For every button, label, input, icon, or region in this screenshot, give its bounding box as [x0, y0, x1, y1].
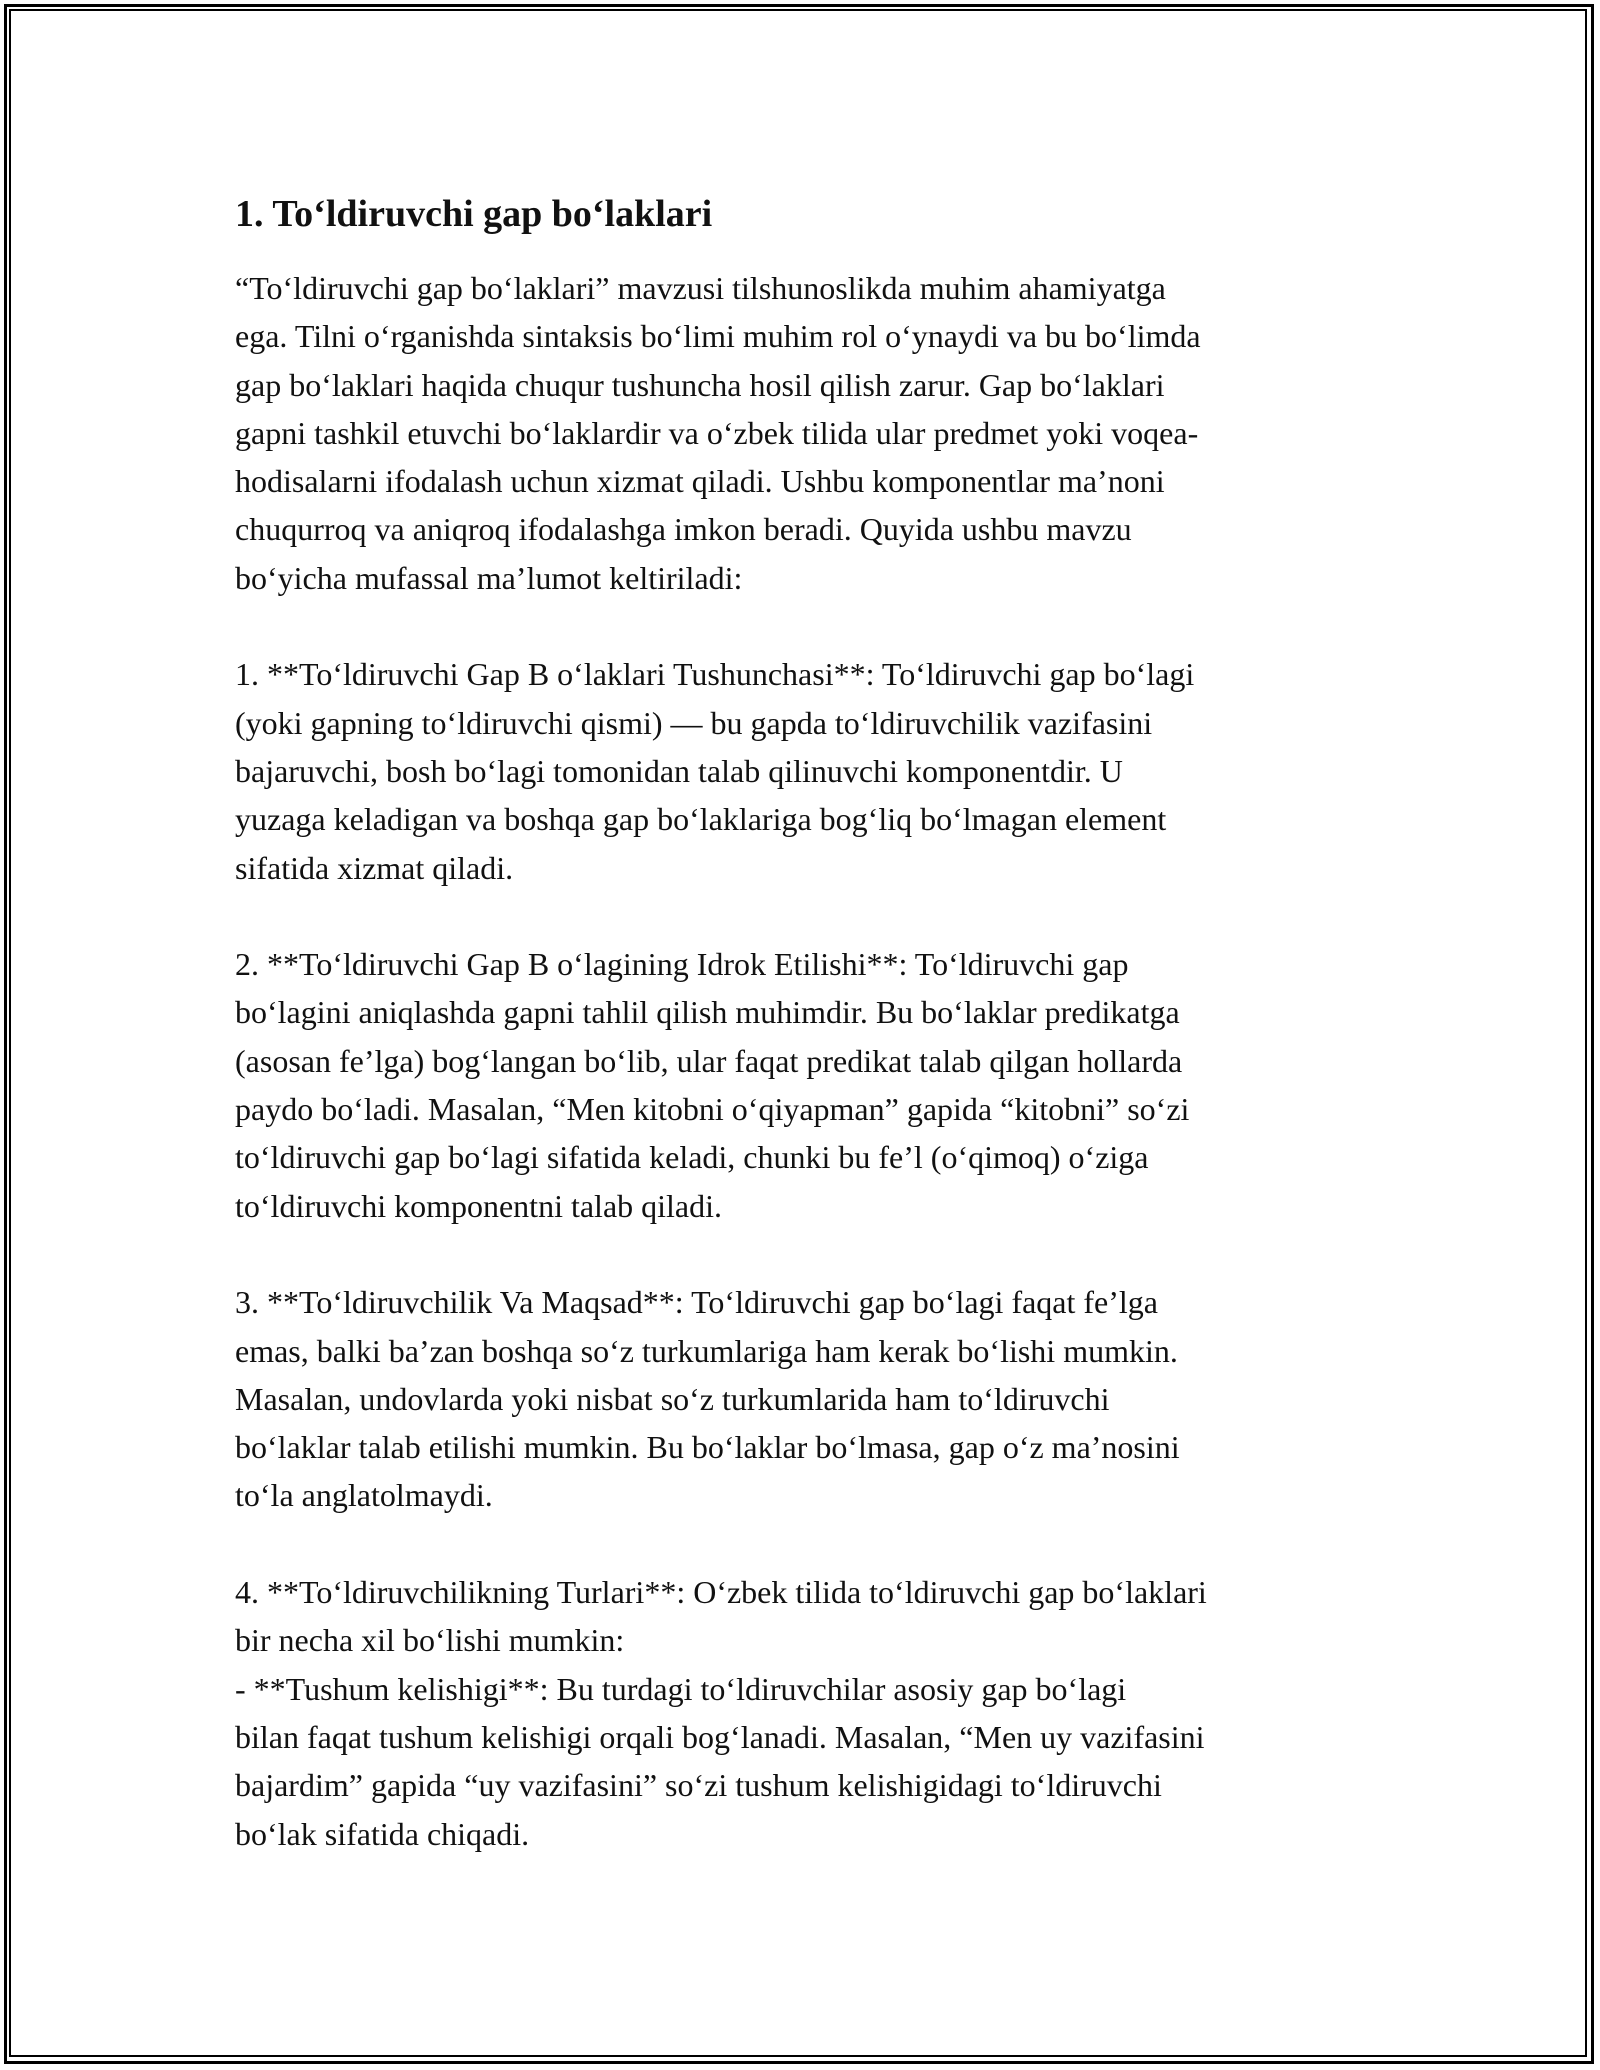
document-body — [235, 188, 1360, 1858]
section-heading: 1. To‘ldiruvchi gap bo‘laklari — [235, 193, 713, 235]
paragraph-types: 4. **To‘ldiruvchilikning Turlari**: O‘zbek tilida to‘ldiruvchi gap bo‘laklari bir necha xil bo‘lishi mumkin: - **Tushum kelishigi**: Bu turdagi to‘ldiruvchilar asosiy gap bo‘lagi bilan faqat tushum kelishigi orqali bog‘lanadi. Masalan, “Men uy vazifasini bajardim” gapida “uy vazifasini” so‘zi tushum kelishigidagi to‘ldiruvchi bo‘lak sifatida chiqadi. — [235, 1574, 1207, 1852]
paragraph-concept: 1. **To‘ldiruvchi Gap B o‘laklari Tushunchasi**: To‘ldiruvchi gap bo‘lagi (yoki gapning to‘ldiruvchi qismi) — bu gapda to‘ldiruvchilik vazifasini bajaruvchi, bosh bo‘lagi tomonidan talab qilinuvchi komponentdir. U yuzaga keladigan va boshqa gap bo‘laklariga bog‘liq bo‘lmagan element sifatida xizmat qiladi. — [235, 656, 1195, 886]
intro-paragraph: “To‘ldiruvchi gap bo‘laklari” mavzusi tilshunoslikda muhim ahamiyatga ega. Tilni o‘rganishda sintaksis bo‘limi muhim rol o‘ynaydi va bu bo‘limda gap bo‘laklari haqida chuqur tushuncha hosil qilish zarur. Gap bo‘laklari gapni tashkil etuvchi bo‘laklardir va o‘zbek tilida ular predmet yoki voqea- hodisalarni ifodalash uchun xizmat qiladi. Ushbu komponentlar ma’noni chuqurroq va aniqroq ifodalashga imkon beradi. Quyida ushbu mavzu bo‘yicha mufassal ma’lumot keltiriladi: — [235, 270, 1201, 596]
paragraph-purpose: 3. **To‘ldiruvchilik Va Maqsad**: To‘ldiruvchi gap bo‘lagi faqat fe’lga emas, balki ba’zan boshqa so‘z turkumlariga ham kerak bo‘lishi mumkin. Masalan, undovlarda yoki nisbat so‘z turkumlarida ham to‘ldiruvchi bo‘laklar talab etilishi mumkin. Bu bo‘laklar bo‘lmasa, gap o‘z ma’nosini to‘la anglatolmaydi. — [235, 1284, 1180, 1514]
paragraph-identification: 2. **To‘ldiruvchi Gap B o‘lagining Idrok Etilishi**: To‘ldiruvchi gap bo‘lagini aniqlashda gapni tahlil qilish muhimdir. Bu bo‘laklar predikatga (asosan fe’lga) bog‘langan bo‘lib, ular faqat predikat talab qilgan hollarda paydo bo‘ladi. Masalan, “Men kitobni o‘qiyapman” gapida “kitobni” so‘zi to‘ldiruvchi gap bo‘lagi sifatida keladi, chunki bu fe’l (o‘qimoq) o‘ziga to‘ldiruvchi komponentni talab qiladi. — [235, 946, 1190, 1224]
